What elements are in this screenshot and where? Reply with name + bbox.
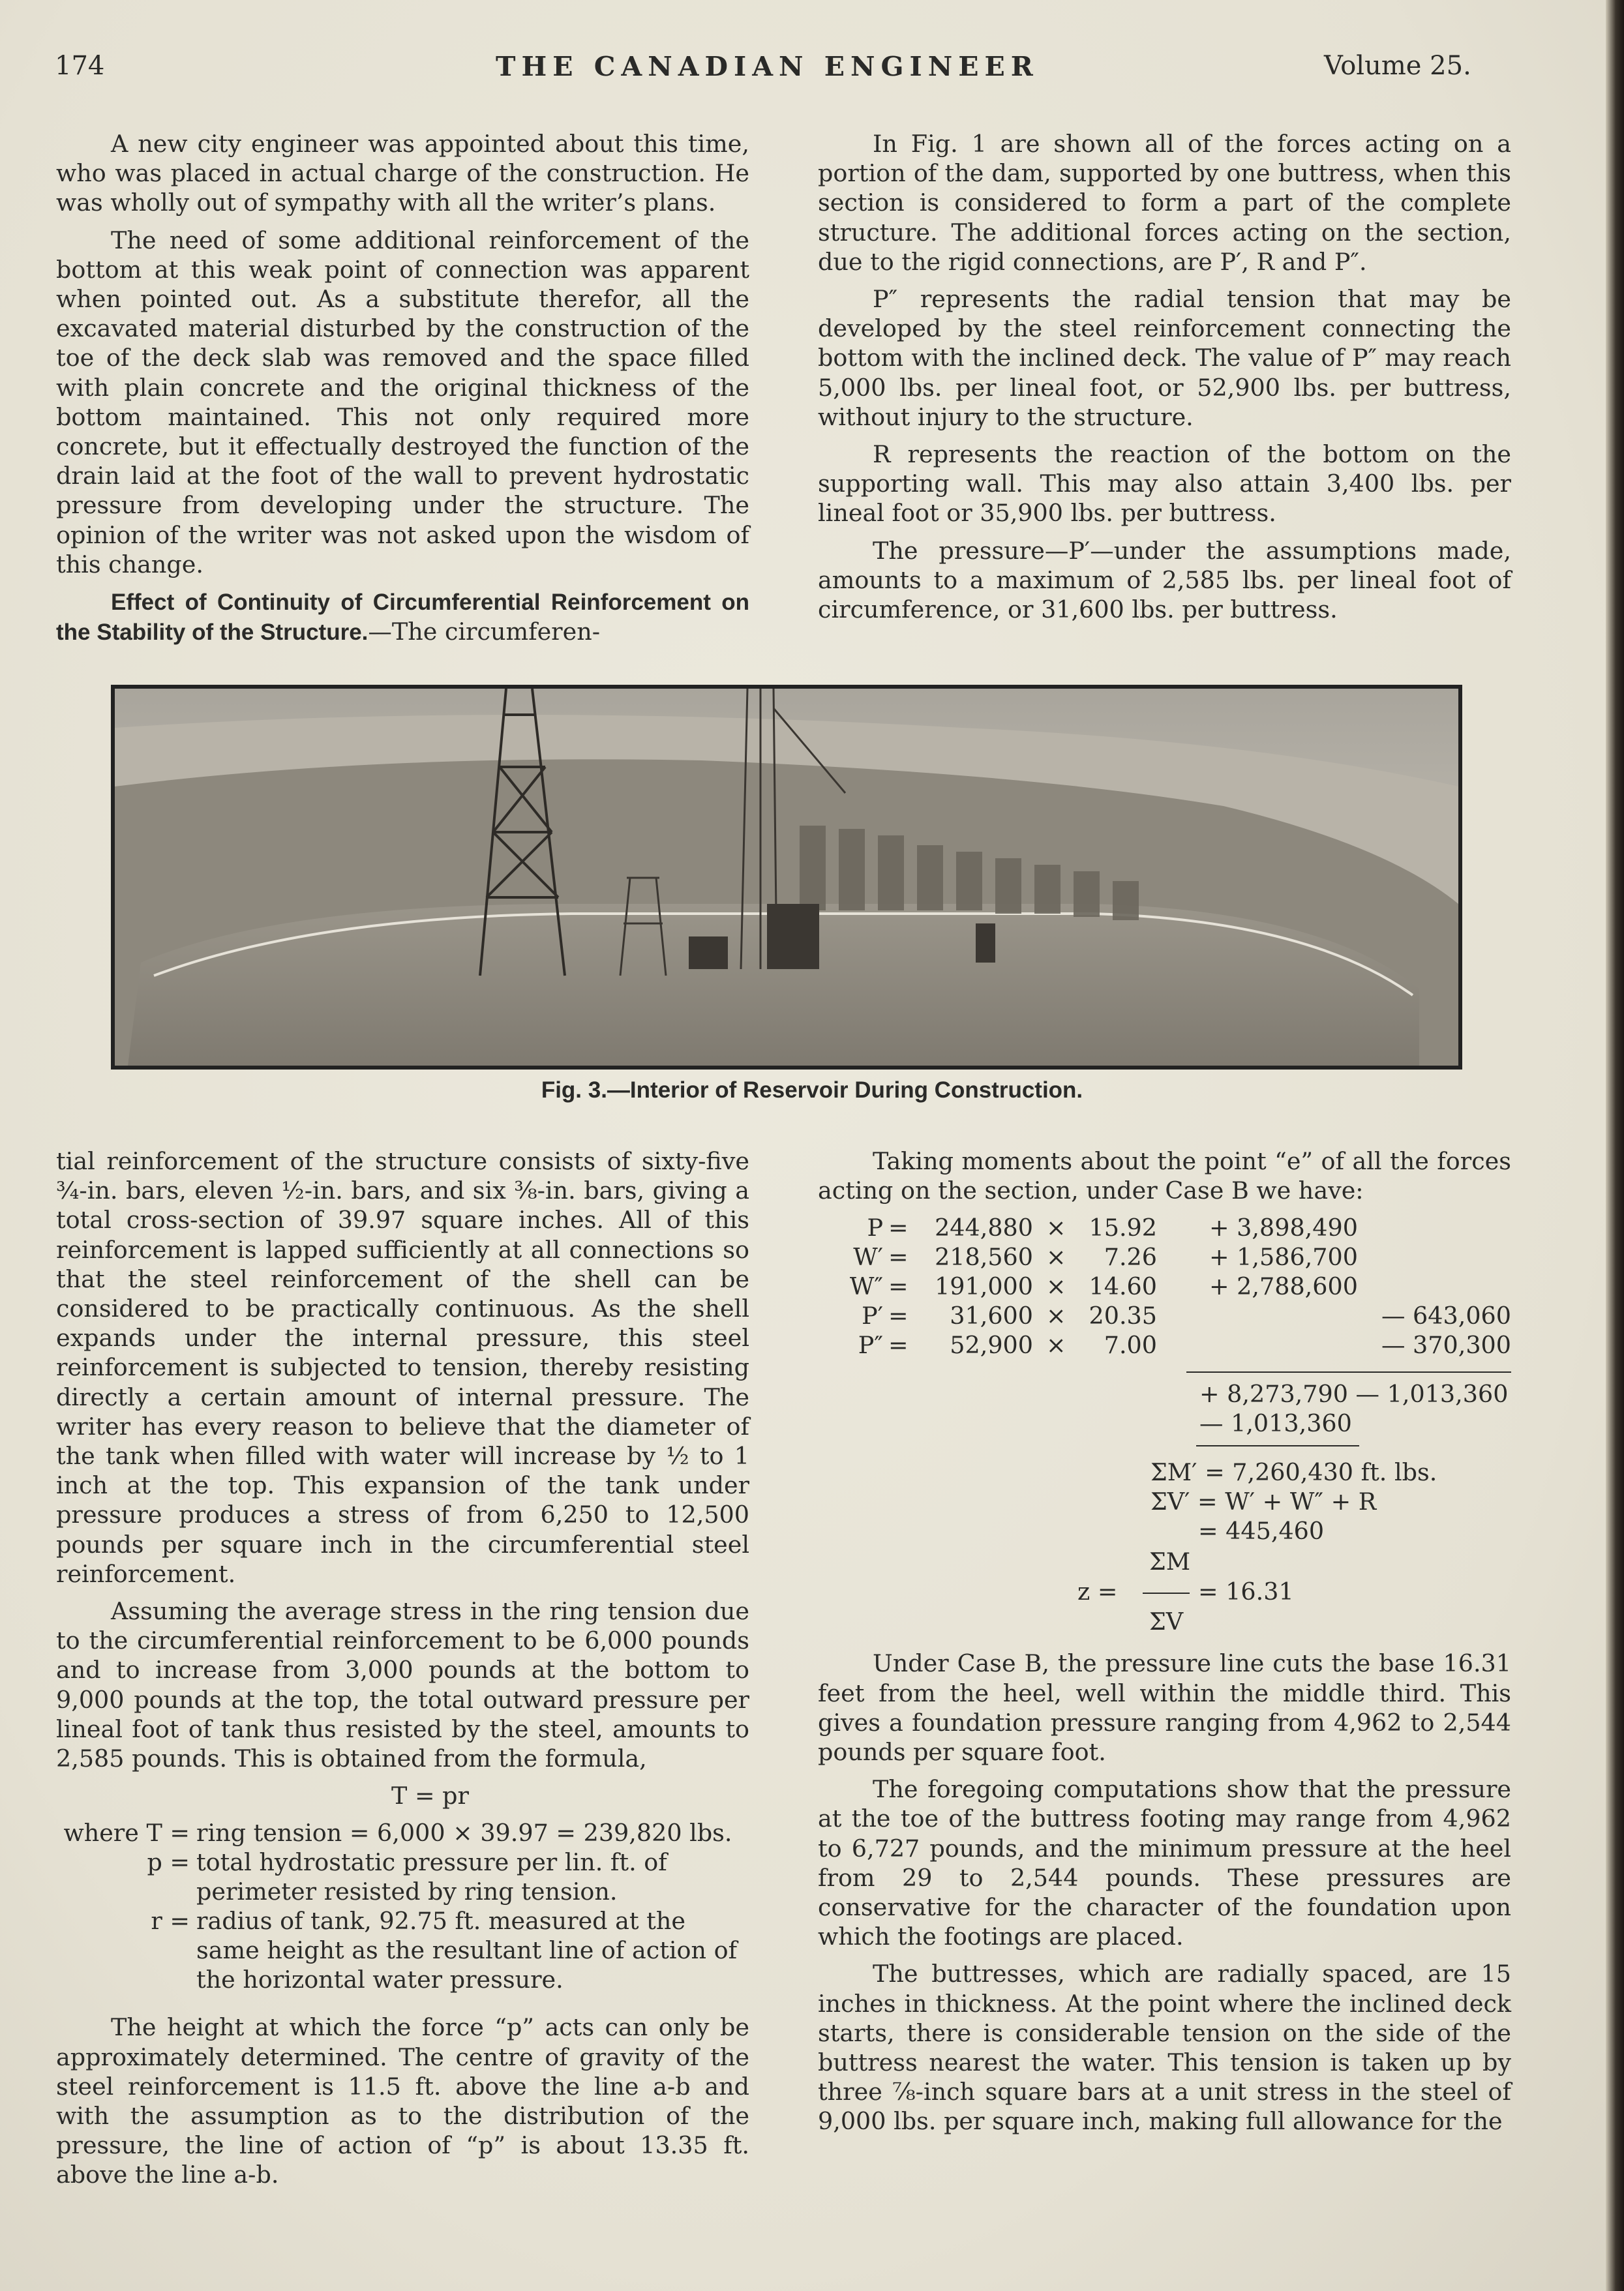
formula-definitions bbox=[56, 1818, 749, 1994]
force-value: 191,000 bbox=[935, 1272, 1033, 1301]
force-symbol: W″ bbox=[849, 1272, 883, 1301]
moment-row bbox=[818, 1272, 1511, 1301]
z-equation-row bbox=[818, 1577, 1511, 1606]
section-text: —The circumferen- bbox=[368, 618, 601, 646]
definition-text: total hydrostatic pressure per lin. ft. of perimeter resisted by ring tension. bbox=[196, 1848, 667, 1906]
left-column-top bbox=[56, 129, 749, 655]
volume-label: Volume 25. bbox=[1324, 51, 1471, 81]
definition-text: ring tension = 6,000 × 39.97 = 239,820 lbs. bbox=[196, 1819, 732, 1848]
negative-moment: — 370,300 bbox=[1381, 1331, 1511, 1360]
lever-arm: 7.00 bbox=[1104, 1331, 1157, 1360]
paragraph: The need of some additional reinforcement of the bottom at this weak point of connection was apparent when pointed out. As a substitute therefor, all the excavated material disturbed by the construction of the toe of the deck slab was removed and the space filled with plain concrete and the original thickness of the bottom maintained. This not only required more concrete, but it effectually destroyed the function of the drain laid at the foot of the wall to prevent hydrostatic pressure from developing under the structure. The opinion of the writer was not asked upon the wisdom of this change. bbox=[56, 226, 749, 578]
moment-computation bbox=[818, 1213, 1511, 1683]
positive-moment: + 1,586,700 bbox=[1209, 1243, 1358, 1272]
equals-sign: = bbox=[888, 1214, 909, 1242]
page-number: 174 bbox=[55, 51, 105, 81]
times-sign: × bbox=[1046, 1214, 1066, 1242]
sum-vertical-row bbox=[818, 1487, 1511, 1516]
z-label: z = bbox=[1077, 1578, 1118, 1606]
moment-row bbox=[818, 1242, 1511, 1272]
force-value: 218,560 bbox=[935, 1243, 1033, 1272]
fraction-bar bbox=[1143, 1593, 1190, 1594]
result-rule bbox=[1196, 1445, 1359, 1446]
page-header bbox=[0, 51, 1624, 83]
moment-row bbox=[818, 1330, 1511, 1360]
sum-vertical-value: = 445,460 bbox=[1198, 1517, 1325, 1546]
section-paragraph bbox=[56, 587, 749, 647]
definition-row bbox=[56, 1818, 749, 1848]
paragraph: The pressure—P′—under the assumptions made, amounts to a maximum of 2,585 lbs. per lineal foot of circumference, or 31,600 lbs. per buttress. bbox=[818, 536, 1511, 624]
moment-row bbox=[818, 1213, 1511, 1242]
force-symbol: P bbox=[867, 1214, 883, 1242]
definition-symbol: where T = bbox=[63, 1819, 190, 1848]
z-numerator: ΣM bbox=[1149, 1548, 1191, 1576]
sum-vertical-value-row bbox=[818, 1516, 1511, 1546]
figure-caption: Fig. 3.—Interior of Reservoir During Construction. bbox=[541, 1077, 1083, 1103]
positive-moment: + 2,788,600 bbox=[1209, 1272, 1358, 1301]
sum-moment: ΣM′ = 7,260,430 ft. lbs. bbox=[1150, 1458, 1437, 1487]
times-sign: × bbox=[1046, 1243, 1066, 1272]
positive-moment: + 3,898,490 bbox=[1209, 1214, 1358, 1242]
lever-arm: 14.60 bbox=[1089, 1272, 1157, 1301]
book-spine-edge bbox=[1606, 0, 1624, 2291]
paragraph: Under Case B, the pressure line cuts the base 16.31 feet from the heel, well within the middle third. This gives a foundation pressure ranging from 4,962 to 2,544 pounds per square foot. bbox=[818, 1649, 1511, 1767]
sum-row bbox=[818, 1379, 1511, 1409]
paragraph: The foregoing computations show that the pressure at the toe of the buttress footing may range from 4,962 to 6,727 pounds, and the minimum pressure at the heel from 29 to 2,544 pounds. These pressures are conservative for the character of the foundation upon which the footings are placed. bbox=[818, 1775, 1511, 1951]
times-sign: × bbox=[1046, 1302, 1066, 1330]
reservoir-photograph bbox=[111, 685, 1462, 1070]
force-symbol: W′ bbox=[853, 1243, 883, 1272]
times-sign: × bbox=[1046, 1272, 1066, 1301]
paragraph: A new city engineer was appointed about this time, who was placed in actual charge of the construction. He was wholly out of sympathy with all the writer’s plans. bbox=[56, 130, 749, 217]
lever-arm: 20.35 bbox=[1089, 1302, 1157, 1330]
paragraph: In Fig. 1 are shown all of the forces acting on a portion of the dam, supported by one buttress, when this section is considered to form a part of the complete structure. The additional forces acting on the section, due to the rigid connections, are P′, R and P″. bbox=[818, 130, 1511, 276]
negative-moment: — 643,060 bbox=[1381, 1302, 1511, 1330]
sum-total: + 8,273,790 — 1,013,360 bbox=[1199, 1380, 1509, 1409]
paragraph: R represents the reaction of the bottom on the supporting wall. This may also attain 3,400 lbs. per lineal foot or 35,900 lbs. per buttress. bbox=[818, 440, 1511, 528]
definition-row bbox=[56, 1906, 749, 1994]
paragraph: P″ represents the radial tension that may be developed by the steel reinforcement connecting the bottom with the inclined deck. The value of P″ may reach 5,000 lbs. per lineal foot, or 52,900 lbs. per buttress, without injury to the structure. bbox=[818, 285, 1511, 431]
lever-arm: 15.92 bbox=[1089, 1214, 1157, 1242]
right-column-bottom bbox=[818, 1146, 1511, 2144]
subtract-value: — 1,013,360 bbox=[1199, 1409, 1352, 1438]
times-sign: × bbox=[1046, 1331, 1066, 1360]
equals-sign: = bbox=[888, 1331, 909, 1360]
equals-sign: = bbox=[888, 1302, 909, 1330]
paragraph: The height at which the force “p” acts can only be approximately determined. The centre of gravity of the steel reinforcement is 11.5 ft. above the line a-b and with the assumption as to the distribution of the pressure, the line of action of “p” is about 13.35 ft. above the line a-b. bbox=[56, 2013, 749, 2189]
section-heading: Effect of Continuity of Circumferential Reinforcement on the Stability of the Structure. bbox=[56, 590, 749, 646]
force-symbol: P′ bbox=[862, 1302, 883, 1330]
paragraph: tial reinforcement of the structure consists of sixty-five ¾-in. bars, eleven ½-in. bars, and six ⅜-in. bars, giving a total cross-section of 39.97 square inches. All of this reinforcement is lapped sufficiently at all connections so that the steel reinforcement of the shell can be considered to be practically continuous. As the shell expands under the internal pressure, this steel reinforcement is subjected to tension, thereby resisting directly a certain amount of internal pressure. The writer has every reason to believe that the diameter of the tank when filled with water will increase by ½ to 1 inch at the top. This expansion of the tank under pressure produces a stress of from 6,250 to 12,500 pounds per square inch in the circumferential steel reinforcement. bbox=[56, 1147, 749, 1588]
subtract-row bbox=[818, 1409, 1511, 1438]
paragraph: The buttresses, which are radially spaced, are 15 inches in thickness. At the point where the inclined deck starts, there is considerable tension on the side of the buttress nearest the water. This tension is taken up by three ⅞-inch square bars at a unit stress in the steel of 9,000 lbs. per square inch, making full allowance for the bbox=[818, 1960, 1511, 2136]
lever-arm: 7.26 bbox=[1104, 1243, 1157, 1272]
definition-text: radius of tank, 92.75 ft. measured at the same height as the resultant line of action of the horizontal water pressure. bbox=[196, 1907, 738, 1994]
z-value: = 16.31 bbox=[1198, 1578, 1294, 1606]
force-value: 52,900 bbox=[950, 1331, 1033, 1360]
z-denominator: ΣV bbox=[1149, 1608, 1184, 1636]
paragraph: Assuming the average stress in the ring tension due to the circumferential reinforcement to be 6,000 pounds and to increase from 3,000 pounds at the bottom to 9,000 pounds at the top, the total outward pressure per lineal foot of tank thus resisted by the steel, amounts to 2,585 pounds. This is obtained from the formula, bbox=[56, 1597, 749, 1773]
definition-symbol: r = bbox=[151, 1907, 190, 1936]
right-column-top bbox=[818, 129, 1511, 632]
z-denominator-row bbox=[818, 1607, 1511, 1636]
definition-symbol: p = bbox=[147, 1848, 190, 1877]
formula: T = pr bbox=[391, 1782, 469, 1810]
moment-row bbox=[818, 1301, 1511, 1330]
sum-rule bbox=[1186, 1371, 1511, 1373]
sum-moment-row bbox=[818, 1458, 1511, 1487]
sum-vertical: ΣV′ = W′ + W″ + R bbox=[1150, 1488, 1377, 1516]
left-column-bottom bbox=[56, 1146, 749, 2198]
force-value: 244,880 bbox=[935, 1214, 1033, 1242]
equals-sign: = bbox=[888, 1272, 909, 1301]
definition-row bbox=[56, 1848, 749, 1906]
z-numerator-row bbox=[818, 1547, 1511, 1576]
force-symbol: P″ bbox=[858, 1331, 883, 1360]
equals-sign: = bbox=[888, 1243, 909, 1272]
paragraph: Taking moments about the point “e” of all the forces acting on the section, under Case B we have: bbox=[818, 1147, 1511, 1205]
force-value: 31,600 bbox=[950, 1302, 1033, 1330]
journal-title: THE CANADIAN ENGINEER bbox=[496, 51, 1039, 82]
